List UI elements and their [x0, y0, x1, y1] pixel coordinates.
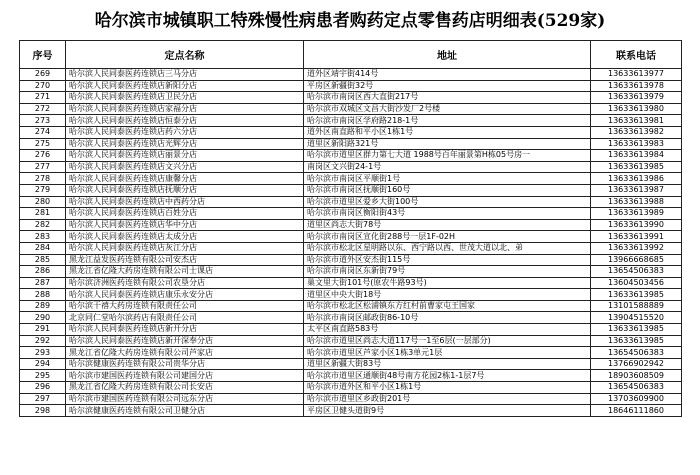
table-row	[20, 347, 682, 359]
cell-phone: 13633613987	[591, 184, 682, 196]
cell-address: 哈尔滨市道里区尚志大道117号一1至6层(一层部分)	[304, 335, 591, 347]
header-no: 序号	[20, 41, 66, 69]
cell-name: 哈尔滨人民同泰医药连锁店新开深奉分店	[66, 335, 304, 347]
cell-name: 哈尔滨人民同泰医药连锁店家福分店	[66, 103, 304, 115]
cell-address: 哈尔滨市道外区安杰街115号	[304, 254, 591, 266]
cell-phone: 13633613983	[591, 138, 682, 150]
table-body	[20, 69, 682, 417]
table-row	[20, 300, 682, 312]
cell-name: 哈尔滨济洲医药连锁有限公司农垦分店	[66, 277, 304, 289]
cell-phone: 13654506383	[591, 382, 682, 394]
cell-no: 288	[20, 289, 66, 301]
cell-address: 哈尔滨市南岗区平顺街1号	[304, 173, 591, 185]
cell-address: 道里区新疆大街83号	[304, 358, 591, 370]
cell-no: 271	[20, 92, 66, 104]
cell-name: 哈尔滨人民同泰医药连锁店灰江分店	[66, 242, 304, 254]
table-row	[20, 80, 682, 92]
cell-no: 294	[20, 358, 66, 370]
table-row	[20, 393, 682, 405]
table-row	[20, 358, 682, 370]
cell-no: 290	[20, 312, 66, 324]
cell-phone: 13654506383	[591, 266, 682, 278]
header-name: 定点名称	[66, 41, 304, 69]
cell-no: 293	[20, 347, 66, 359]
cell-no: 276	[20, 150, 66, 162]
table-row	[20, 173, 682, 185]
cell-address: 平房区新疆街32号	[304, 80, 591, 92]
cell-no: 292	[20, 335, 66, 347]
cell-no: 298	[20, 405, 66, 417]
cell-no: 278	[20, 173, 66, 185]
cell-address: 哈尔滨市道里区乡政街201号	[304, 393, 591, 405]
table-row	[20, 103, 682, 115]
cell-no: 277	[20, 161, 66, 173]
cell-phone: 13633613982	[591, 126, 682, 138]
cell-no: 286	[20, 266, 66, 278]
cell-address: 哈尔滨市南岗区东新街79号	[304, 266, 591, 278]
table-row	[20, 382, 682, 394]
cell-phone: 18903608509	[591, 370, 682, 382]
cell-no: 281	[20, 208, 66, 220]
cell-no: 269	[20, 69, 66, 81]
table-row	[20, 231, 682, 243]
cell-address: 哈尔滨市南岗区衡阳街43号	[304, 208, 591, 220]
cell-phone: 13633613985	[591, 324, 682, 336]
table-row	[20, 405, 682, 417]
table-row	[20, 196, 682, 208]
table-row	[20, 161, 682, 173]
cell-address: 哈尔滨市道外区和平小区1栋1号	[304, 382, 591, 394]
cell-name: 黑龙江益发医药连锁有限公司安杰店	[66, 254, 304, 266]
cell-name: 哈尔滨人民同泰医药连锁店丽景分店	[66, 150, 304, 162]
cell-no: 297	[20, 393, 66, 405]
pharmacy-table	[19, 40, 682, 417]
table-row	[20, 138, 682, 150]
cell-no: 283	[20, 231, 66, 243]
cell-no: 275	[20, 138, 66, 150]
cell-address: 道外区靖宇街414号	[304, 69, 591, 81]
cell-name: 黑龙江省亿隆大药房连锁有限公司士课店	[66, 266, 304, 278]
cell-address: 道里区中央大街18号	[304, 289, 591, 301]
cell-no: 272	[20, 103, 66, 115]
table-row	[20, 370, 682, 382]
table-row	[20, 126, 682, 138]
table-row	[20, 312, 682, 324]
cell-phone: 13633613985	[591, 289, 682, 301]
cell-address: 哈尔滨市南岗区西大直街217号	[304, 92, 591, 104]
header-row	[20, 41, 682, 69]
cell-phone: 13654506383	[591, 347, 682, 359]
cell-phone: 13101588889	[591, 300, 682, 312]
cell-name: 哈尔滨人民同泰医药连锁店新开分店	[66, 324, 304, 336]
cell-address: 哈尔滨市道里区爱乡大街100号	[304, 196, 591, 208]
cell-address: 哈尔滨市道里区芦家小区1栋3单元1层	[304, 347, 591, 359]
cell-no: 274	[20, 126, 66, 138]
cell-address: 哈尔滨市松北区星明路以东、西宁路以西、世茂大道以北、弟	[304, 242, 591, 254]
cell-phone: 13633613977	[591, 69, 682, 81]
table-row	[20, 335, 682, 347]
cell-no: 295	[20, 370, 66, 382]
table-row	[20, 277, 682, 289]
table-row	[20, 115, 682, 127]
cell-no: 282	[20, 219, 66, 231]
cell-no: 279	[20, 184, 66, 196]
cell-name: 哈尔滨人民同泰医药连锁店康馨分店	[66, 173, 304, 185]
cell-no: 287	[20, 277, 66, 289]
cell-name: 哈尔滨健康医药连锁有限公司贵华分店	[66, 358, 304, 370]
cell-name: 黑龙江省亿隆大药房连锁有限公司长安店	[66, 382, 304, 394]
cell-no: 289	[20, 300, 66, 312]
cell-name: 哈尔滨市建国医药连锁有限公司建国分店	[66, 370, 304, 382]
cell-address: 哈尔滨市道里区群力第七大道 1988号百年丽景第H栋05号房一	[304, 150, 591, 162]
header-phone: 联系电话	[591, 41, 682, 69]
table-row	[20, 324, 682, 336]
cell-address: 哈尔滨市道里区通顺街48号南方花园2栋1-1层7号	[304, 370, 591, 382]
cell-no: 284	[20, 242, 66, 254]
cell-name: 哈尔滨人民同泰医药连锁店康乐永安分店	[66, 289, 304, 301]
cell-address: 巢文里大街101号(原农牛路93号)	[304, 277, 591, 289]
cell-phone: 13633613984	[591, 150, 682, 162]
cell-name: 哈尔滨人民同泰医药连锁店药六分店	[66, 126, 304, 138]
cell-phone: 13633613981	[591, 115, 682, 127]
cell-address: 哈尔滨市南岗区学府路218-1号	[304, 115, 591, 127]
cell-address: 哈尔滨市松北区松浦镇东方红村前曹家屯王国家	[304, 300, 591, 312]
cell-name: 哈尔滨人民同泰医药连锁店华中分店	[66, 219, 304, 231]
table-row	[20, 208, 682, 220]
cell-no: 291	[20, 324, 66, 336]
cell-phone: 13633613990	[591, 219, 682, 231]
cell-address: 哈尔滨市南岗区宣化街288号一层1F-02H	[304, 231, 591, 243]
cell-name: 哈尔滨市建国医药连锁有限公司远东分店	[66, 393, 304, 405]
cell-phone: 13633613985	[591, 161, 682, 173]
cell-name: 哈尔滨健康医药连锁有限公司卫健分店	[66, 405, 304, 417]
cell-address: 道外区南直路和平小区1栋1号	[304, 126, 591, 138]
cell-phone: 13604503456	[591, 277, 682, 289]
cell-address: 哈尔滨市南岗区抚顺街160号	[304, 184, 591, 196]
table-row	[20, 150, 682, 162]
cell-phone: 13633613988	[591, 196, 682, 208]
cell-phone: 13633613986	[591, 173, 682, 185]
cell-name: 哈尔滨人民同泰医药连锁店文兴分店	[66, 161, 304, 173]
cell-phone: 13904515520	[591, 312, 682, 324]
cell-no: 285	[20, 254, 66, 266]
header-address: 地址	[304, 41, 591, 69]
cell-phone: 13633613989	[591, 208, 682, 220]
cell-phone: 13633613985	[591, 335, 682, 347]
table-row	[20, 254, 682, 266]
cell-no: 296	[20, 382, 66, 394]
cell-name: 哈尔滨人民同泰医药连锁店恒泰分店	[66, 115, 304, 127]
cell-name: 哈尔滨干禧大药房连锁有限责任公司	[66, 300, 304, 312]
cell-phone: 13633613978	[591, 80, 682, 92]
cell-phone: 18646111860	[591, 405, 682, 417]
cell-address: 太平区南直路583号	[304, 324, 591, 336]
cell-name: 哈尔滨人民同泰医药连锁店中西药分店	[66, 196, 304, 208]
page-title: 哈尔滨市城镇职工特殊慢性病患者购药定点零售药店明细表(529家)	[94, 11, 606, 31]
table-header	[20, 41, 682, 69]
cell-phone: 13633613979	[591, 92, 682, 104]
cell-address: 道里区尚志大街78号	[304, 219, 591, 231]
cell-name: 哈尔滨人民同泰医药连锁店光辉分店	[66, 138, 304, 150]
cell-address: 哈尔滨市南岗区邮政街86-10号	[304, 312, 591, 324]
cell-name: 北京同仁堂哈尔滨药店有限责任公司	[66, 312, 304, 324]
table-row	[20, 242, 682, 254]
cell-address: 平房区卫健头道街9号	[304, 405, 591, 417]
table-row	[20, 289, 682, 301]
table-row	[20, 92, 682, 104]
cell-phone: 13633613980	[591, 103, 682, 115]
cell-name: 哈尔滨人民同泰医药连锁店太成分店	[66, 231, 304, 243]
cell-no: 280	[20, 196, 66, 208]
table-row	[20, 184, 682, 196]
cell-address: 南岗区文兴街24-1号	[304, 161, 591, 173]
table-row	[20, 219, 682, 231]
cell-name: 哈尔滨人民同泰医药连锁店百姓分店	[66, 208, 304, 220]
cell-name: 哈尔滨人民同泰医药连锁店新阳分店	[66, 80, 304, 92]
table-row	[20, 266, 682, 278]
cell-address: 道里区新阳路321号	[304, 138, 591, 150]
cell-name: 哈尔滨人民同泰医药连锁店抚顺分店	[66, 184, 304, 196]
cell-no: 270	[20, 80, 66, 92]
cell-name: 黑龙江省亿隆大药房连锁有限公司芦家店	[66, 347, 304, 359]
cell-name: 哈尔滨人民同泰医药连锁店卫民分店	[66, 92, 304, 104]
cell-phone: 13703609900	[591, 393, 682, 405]
cell-no: 273	[20, 115, 66, 127]
cell-phone: 13633613991	[591, 231, 682, 243]
cell-phone: 13633613992	[591, 242, 682, 254]
cell-phone: 13766902942	[591, 358, 682, 370]
cell-address: 哈尔滨市双城区文昌大街沙发厂2号楼	[304, 103, 591, 115]
cell-phone: 13966668685	[591, 254, 682, 266]
table-row	[20, 69, 682, 81]
cell-name: 哈尔滨人民同泰医药连锁店三马分店	[66, 69, 304, 81]
